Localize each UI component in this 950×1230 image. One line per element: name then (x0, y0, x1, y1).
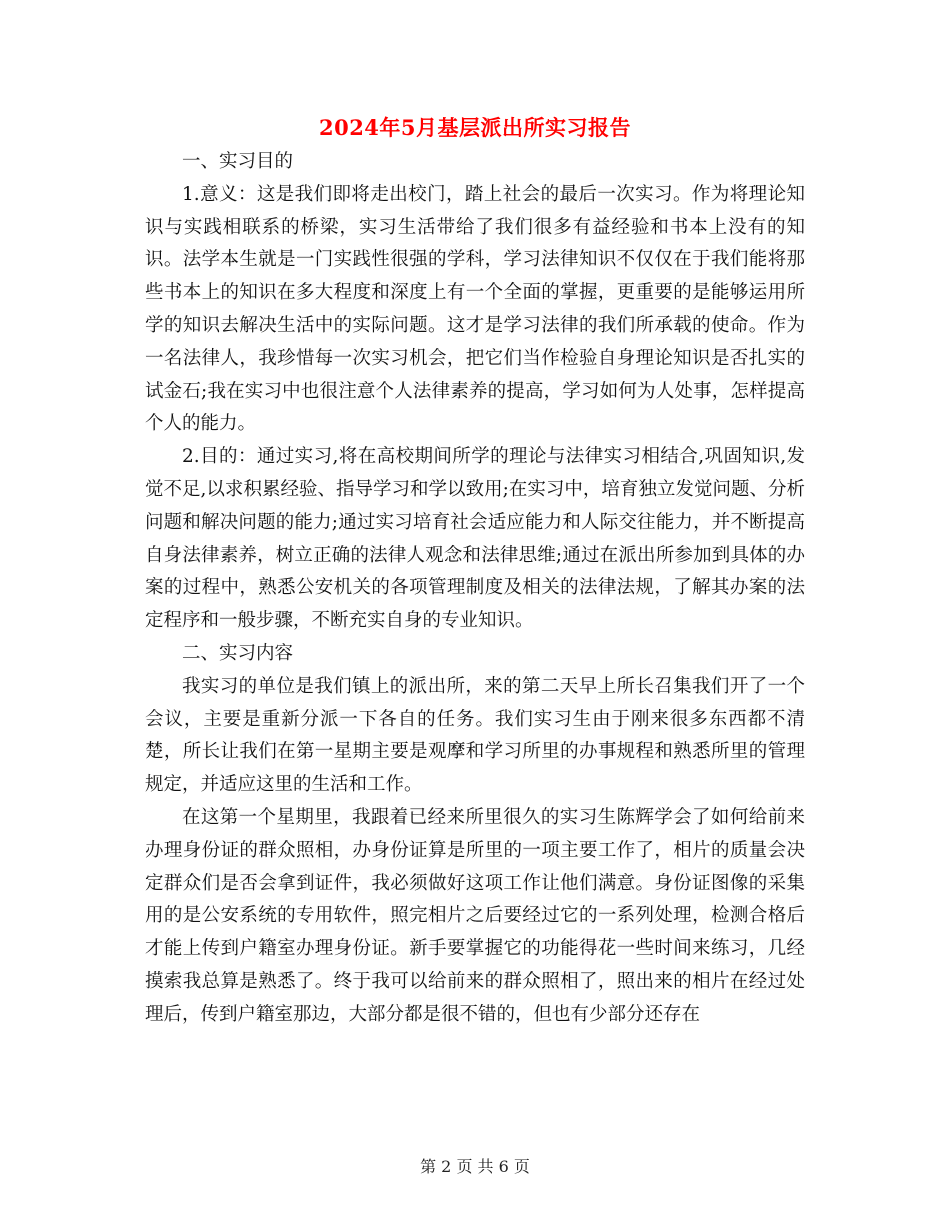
page-number-footer: 第 2 页 共 6 页 (420, 1157, 530, 1176)
paragraph-first-week: 在这第一个星期里，我跟着已经来所里很久的实习生陈辉学会了如何给前来办理身份证的群众照相，办身份证算是所里的一项主要工作了，相片的质量会决定群众们是否会拿到证件，我必须做好这项工作让他们满意。身份证图像的采集用的是公安系统的专用软件，照完相片之后要经过它的一系列处理，检测合格后才能上传到户籍室办理身份证。新手要掌握它的功能得花一些时间来练习，几经摸索我总算是熟悉了。终于我可以给前来的群众照相了，照出来的相片在经过处理后，传到户籍室那边，大部分都是很不错的，但也有少部分还存在 (145, 806, 805, 1025)
document-body (145, 146, 805, 1032)
paragraph-internship-unit: 我实习的单位是我们镇上的派出所，来的第二天早上所长召集我们开了一个会议，主要是重新分派一下各自的任务。我们实习生由于刚来很多东西都不清楚，所长让我们在第一星期主要是观摩和学习所里的办事规程和熟悉所里的管理规定，并适应这里的生活和工作。 (145, 675, 805, 796)
paragraph-significance: 1.意义：这是我们即将走出校门，踏上社会的最后一次实习。作为将理论知识与实践相联系的桥梁，实习生活带给了我们很多有益经验和书本上没有的知识。法学本生就是一门实践性很强的学科，学习法律知识不仅仅在于我们能将那些书本上的知识在多大程度和深度上有一个全面的掌握，更重要的是能够运用所学的知识去解决生活中的实际问题。这才是学习法律的我们所承载的使命。作为一名法律人，我珍惜每一次实习机会，把它们当作检验自身理论知识是否扎实的试金石;我在实习中也很注意个人法律素养的提高，学习如何为人处事，怎样提高个人的能力。 (145, 183, 805, 435)
section-heading-purpose: 一、实习目的 (182, 151, 294, 172)
document-title: 2024年5月基层派出所实习报告 (318, 115, 632, 140)
section-heading-content: 二、实习内容 (182, 642, 294, 664)
paragraph-objective: 2.目的：通过实习,将在高校期间所学的理论与法律实习相结合,巩固知识,发觉不足,以求积累经验、指导学习和学以致用;在实习中，培育独立发觉问题、分析问题和解决问题的能力;通过实习培育社会适应能力和人际交往能力，并不断提高自身法律素养，树立正确的法律人观念和法律思维;通过在派出所参加到具体的办案的过程中，熟悉公安机关的各项管理制度及相关的法律法规，了解其办案的法定程序和一般步骤，不断充实自身的专业知识。 (145, 446, 805, 632)
